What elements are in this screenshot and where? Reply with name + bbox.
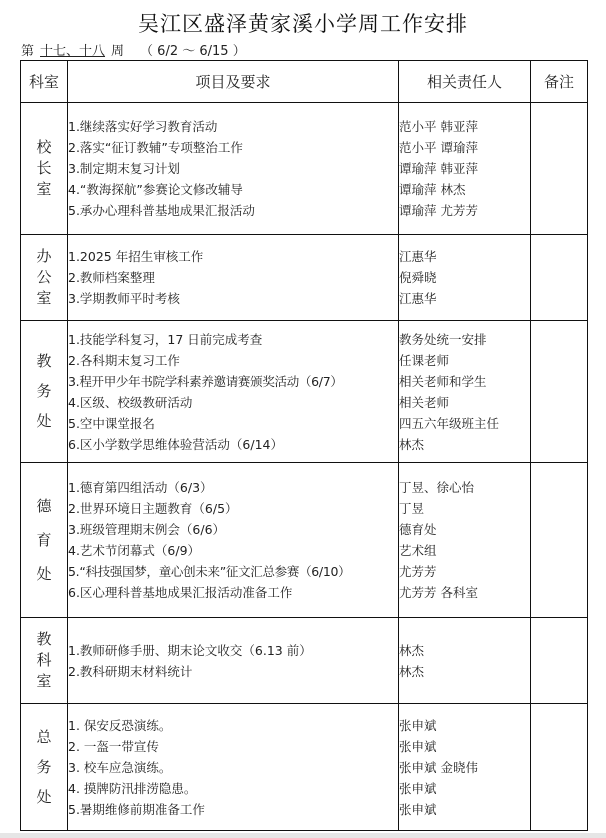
- item-line: 5.暑期维修前期准备工作: [68, 801, 205, 817]
- item-line: 2.教科研期末材料统计: [68, 663, 193, 679]
- dept-char: 办: [36, 247, 52, 265]
- page-bottom-edge: [0, 833, 606, 838]
- item-line: 2.世界环境日主题教育（6/5）: [68, 501, 238, 516]
- items-cell: [68, 321, 399, 463]
- owner-line: 江惠华: [399, 291, 437, 306]
- dept-cell: [21, 321, 68, 463]
- owner-line: 相关老师: [399, 394, 450, 410]
- dept-cell: [21, 235, 68, 321]
- owners-cell: [399, 235, 531, 321]
- owner-line: 丁昱: [399, 501, 425, 516]
- table-row: [21, 704, 588, 831]
- items-cell: [68, 463, 399, 618]
- table-row: [21, 321, 588, 463]
- item-line: 2.教师档案整理: [68, 270, 155, 285]
- owner-line: 谭瑜萍 尤芳芳: [399, 203, 478, 218]
- date-range: （ 6/2 ～ 6/15 ）: [140, 44, 246, 59]
- owner-line: 相关老师和学生: [399, 373, 487, 389]
- schedule-table: [20, 60, 588, 831]
- owners-cell: [399, 103, 531, 235]
- week-numbers: 十七、十八: [40, 44, 106, 59]
- dept-cell: [21, 463, 68, 618]
- item-line: 4.艺术节闭幕式（6/9）: [68, 543, 201, 558]
- owner-line: 张申斌: [399, 780, 437, 796]
- dept-cell: [21, 704, 68, 831]
- owner-line: 艺术组: [399, 543, 437, 558]
- dept-char: 室: [36, 672, 52, 690]
- dept-char: 育: [36, 530, 52, 549]
- owners-cell: [399, 463, 531, 618]
- owner-line: 林杰: [399, 663, 425, 679]
- dept-char: 室: [36, 180, 52, 198]
- owner-line: 张申斌 金晓伟: [399, 759, 478, 775]
- item-line: 2. 一盔一带宣传: [68, 738, 159, 754]
- owner-line: 林杰: [399, 436, 425, 452]
- owner-line: 谭瑜萍 林杰: [399, 182, 466, 197]
- owners-cell: [399, 704, 531, 831]
- item-line: 1. 保安反恐演练。: [68, 717, 172, 733]
- note-cell: [531, 103, 588, 235]
- owner-line: 张申斌: [399, 801, 437, 817]
- item-line: 2.各科期末复习工作: [68, 352, 180, 368]
- owner-line: 德育处: [399, 522, 437, 537]
- week-suffix: 周: [111, 44, 125, 59]
- owner-line: 任课老师: [399, 352, 450, 368]
- items-cell: [68, 103, 399, 235]
- dept-char: 处: [36, 787, 52, 806]
- item-line: 4.“教海探航”参赛论文修改辅导: [68, 182, 243, 197]
- items-cell: [68, 618, 399, 704]
- owner-line: 尤芳芳: [399, 564, 437, 579]
- dept-char: 处: [36, 412, 52, 430]
- dept-char: 德: [36, 496, 52, 515]
- dept-char: 总: [36, 727, 52, 746]
- item-line: 3.班级管理期末例会（6/6）: [68, 522, 226, 537]
- item-line: 2.落实“征订教辅”专项整治工作: [68, 140, 243, 155]
- dept-char: 科: [36, 651, 52, 669]
- document-title: 吴江区盛泽黄家溪小学周工作安排: [138, 12, 468, 36]
- note-cell: [531, 235, 588, 321]
- item-line: 5.承办心理科普基地成果汇报活动: [68, 203, 255, 218]
- owner-line: 范小平 韩亚萍: [399, 119, 478, 134]
- item-line: 6.区小学数学思维体验营活动（6/14）: [68, 436, 283, 452]
- header-dept: 科室: [21, 61, 68, 103]
- item-line: 3. 校车应急演练。: [68, 759, 172, 775]
- week-prefix: 第: [21, 44, 35, 59]
- item-line: 3.程开甲少年书院学科素养邀请赛颁奖活动（6/7）: [68, 373, 343, 389]
- dept-char: 教: [36, 630, 52, 648]
- item-line: 1.2025 年招生审核工作: [68, 249, 204, 264]
- item-line: 3.制定期末复习计划: [68, 161, 180, 176]
- dept-char: 教: [36, 352, 52, 370]
- header-notes: 备注: [531, 61, 588, 103]
- note-cell: [531, 463, 588, 618]
- item-line: 1.教师研修手册、期末论文收交（6.13 前）: [68, 642, 312, 658]
- owner-line: 倪舜晓: [399, 270, 437, 285]
- table-row: [21, 235, 588, 321]
- dept-char: 室: [36, 289, 52, 307]
- item-line: 6.区心理科普基地成果汇报活动准备工作: [68, 585, 293, 600]
- dept-char: 务: [36, 757, 52, 776]
- dept-cell: [21, 618, 68, 704]
- dept-char: 务: [36, 382, 52, 400]
- item-line: 1.德育第四组活动（6/3）: [68, 480, 213, 495]
- owner-line: 谭瑜萍 韩亚萍: [399, 161, 478, 176]
- item-line: 4.区级、校级教研活动: [68, 394, 193, 410]
- week-line: [21, 40, 246, 59]
- owners-cell: [399, 618, 531, 704]
- note-cell: [531, 704, 588, 831]
- owner-line: 林杰: [399, 642, 425, 658]
- item-line: 1.继续落实好学习教育活动: [68, 119, 218, 134]
- item-line: 4. 摸牌防汛排涝隐患。: [68, 780, 197, 796]
- items-cell: [68, 235, 399, 321]
- table-row: [21, 618, 588, 704]
- items-cell: [68, 704, 399, 831]
- dept-cell: [21, 103, 68, 235]
- header-row: [21, 61, 588, 103]
- owner-line: 丁昱、徐心怡: [399, 480, 475, 495]
- owner-line: 尤芳芳 各科室: [399, 585, 478, 600]
- owner-line: 四五六年级班主任: [399, 415, 500, 431]
- note-cell: [531, 321, 588, 463]
- owner-line: 张申斌: [399, 717, 437, 733]
- item-line: 3.学期教师平时考核: [68, 291, 180, 306]
- owner-line: 教务处统一安排: [399, 331, 487, 347]
- table-row: [21, 103, 588, 235]
- table-row: [21, 463, 588, 618]
- dept-char: 处: [36, 564, 52, 583]
- item-line: 5.“科技强国梦，童心创未来”征文汇总参赛（6/10）: [68, 564, 351, 579]
- note-cell: [531, 618, 588, 704]
- owner-line: 张申斌: [399, 738, 437, 754]
- dept-char: 长: [36, 159, 52, 177]
- header-items: 项目及要求: [68, 61, 399, 103]
- item-line: 5.空中课堂报名: [68, 415, 155, 431]
- owner-line: 江惠华: [399, 249, 437, 264]
- owners-cell: [399, 321, 531, 463]
- header-owners: 相关责任人: [399, 61, 531, 103]
- owner-line: 范小平 谭瑜萍: [399, 140, 478, 155]
- item-line: 1.技能学科复习，17 日前完成考查: [68, 331, 263, 347]
- dept-char: 公: [36, 268, 52, 286]
- dept-char: 校: [36, 138, 52, 156]
